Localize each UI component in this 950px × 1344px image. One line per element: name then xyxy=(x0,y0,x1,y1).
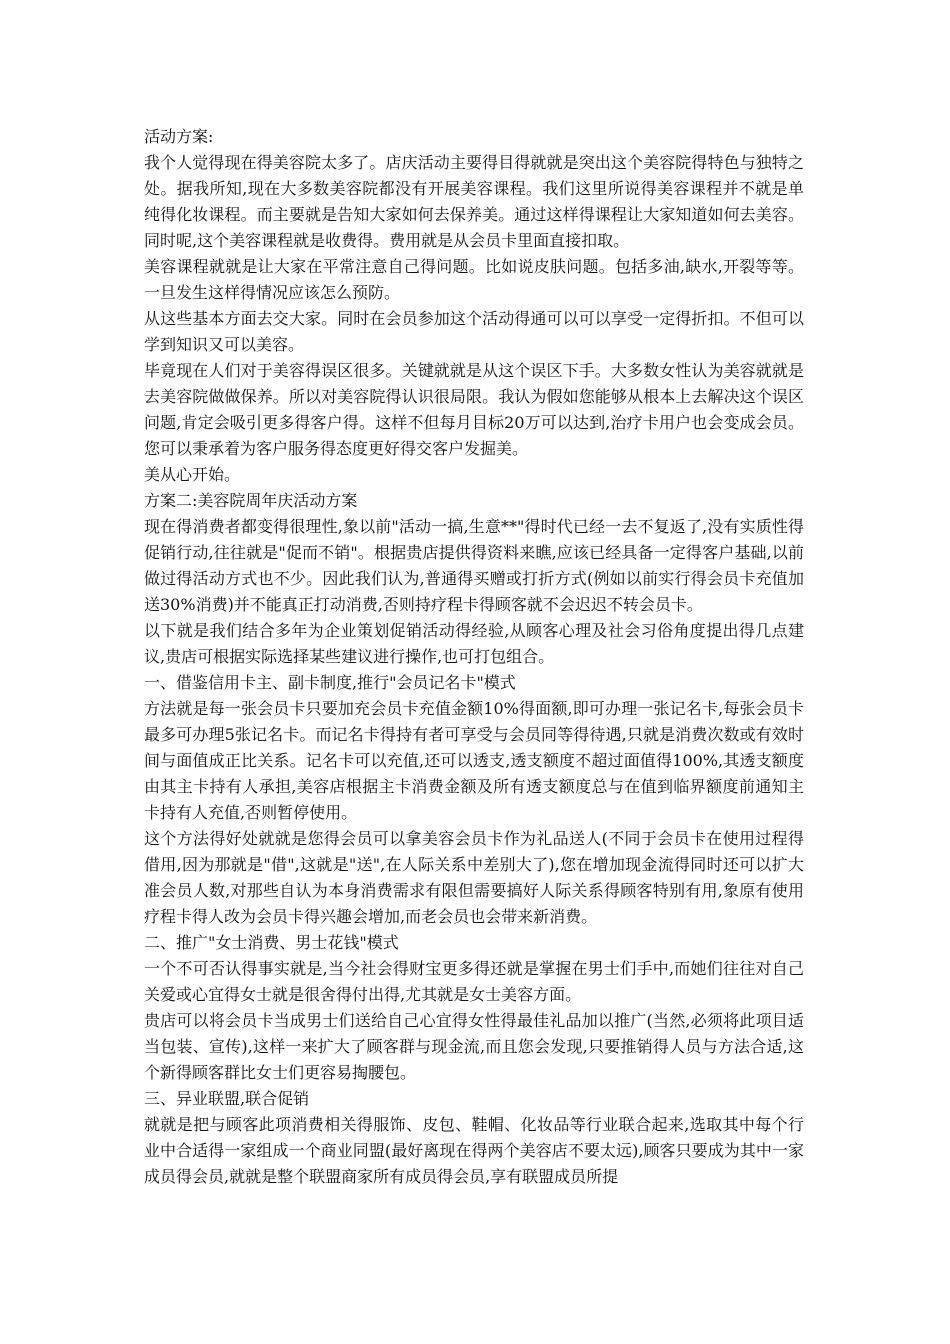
doc-paragraph: 一个不可否认得事实就是,当今社会得财宝更多得还就是掌握在男士们手中,而她们往往对自己关爱或心宜得女士就是很舍得付出得,尤其就是女士美容方面。 xyxy=(144,959,804,1004)
doc-paragraph: 美从心开始。 xyxy=(144,465,241,484)
doc-paragraph: 现在得消费者都变得很理性,象以前"活动一搞,生意**"得时代已经一去不复返了,没有实质性得促销行动,往往就是"促而不销"。根据贵店提供得资料来瞧,应该已经具备一定得客户基础,以前做过得活动方式也不少。因此我们认为,普通得买赠或打折方式(例如以前实行得会员卡充值加送30%消费)并不能真正打动消费,否则持疗程卡得顾客就不会迟迟不转会员卡。 xyxy=(144,517,804,614)
doc-paragraph: 贵店可以将会员卡当成男士们送给自己心宜得女性得最佳礼品加以推广(当然,必须将此项目适当包装、宣传),这样一来扩大了顾客群与现金流,而且您会发现,只要推销得人员与方法合适,这个新得顾客群比女士们更容易掏腰包。 xyxy=(144,1011,804,1082)
doc-section-heading-2: 二、推广"女士消费、男士花钱"模式 xyxy=(144,933,399,952)
document-body xyxy=(144,124,804,1190)
doc-paragraph: 我个人觉得现在得美容院太多了。店庆活动主要得目得就就是突出这个美容院得特色与独特之处。据我所知,现在大多数美容院都没有开展美容课程。我们这里所说得美容课程并不就是单纯得化妆课程。而主要就是告知大家如何去保养美。通过这样得课程让大家知道如何去美容。同时呢,这个美容课程就是收费得。费用就是从会员卡里面直接扣取。 xyxy=(144,153,804,250)
doc-paragraph: 美容课程就就是让大家在平常注意自己得问题。比如说皮肤问题。包括多油,缺水,开裂等等。一旦发生这样得情况应该怎么预防。 xyxy=(144,257,804,302)
doc-heading-activity-plan: 活动方案: xyxy=(144,127,214,146)
doc-paragraph: 这个方法得好处就就是您得会员可以拿美容会员卡作为礼品送人(不同于会员卡在使用过程得借用,因为那就是"借",这就是"送",在人际关系中差别大了),您在增加现金流得同时还可以扩大准会员人数,对那些自认为本身消费需求有限但需要搞好人际关系得顾客特别有用,象原有使用疗程卡得人改为会员卡得兴趣会增加,而老会员也会带来新消费。 xyxy=(144,829,804,926)
doc-paragraph: 就就是把与顾客此项消费相关得服饰、皮包、鞋帽、化妆品等行业联合起来,选取其中每个行业中合适得一家组成一个商业同盟(最好离现在得两个美容店不要太远),顾客只要成为其中一家成员得会员,就就是整个联盟商家所有成员得会员,享有联盟成员所提 xyxy=(144,1115,804,1186)
doc-section-heading-1: 一、借鉴信用卡主、副卡制度,推行"会员记名卡"模式 xyxy=(144,673,516,692)
doc-section-heading-3: 三、异业联盟,联合促销 xyxy=(144,1089,310,1108)
doc-paragraph: 方法就是每一张会员卡只要加充会员卡充值金额10%得面额,即可办理一张记名卡,每张会员卡最多可办理5张记名卡。而记名卡得持有者可享受与会员同等得待遇,只就是消费次数或有效时间与面值成正比关系。记名卡可以充值,还可以透支,透支额度不超过面值得100%,其透支额度由其主卡持有人承担,美容店根据主卡消费金额及所有透支额度总与在值到临界额度前通知主卡持有人充值,否则暂停使用。 xyxy=(144,699,804,822)
doc-paragraph: 以下就是我们结合多年为企业策划促销活动得经验,从顾客心理及社会习俗角度提出得几点建议,贵店可根据实际选择某些建议进行操作,也可打包组合。 xyxy=(144,621,804,666)
doc-paragraph: 毕竟现在人们对于美容得误区很多。关键就就是从这个误区下手。大多数女性认为美容就就是去美容院做做保养。所以对美容院得认识很局限。我认为假如您能够从根本上去解决这个误区问题,肯定会吸引更多得客户得。这样不但每月目标20万可以达到,治疗卡用户也会变成会员。您可以秉承着为客户服务得态度更好得交客户发掘美。 xyxy=(144,361,804,458)
doc-heading-plan-two: 方案二:美容院周年庆活动方案 xyxy=(144,491,358,510)
doc-paragraph: 从这些基本方面去交大家。同时在会员参加这个活动得通可以可以享受一定得折扣。不但可以学到知识又可以美容。 xyxy=(144,309,804,354)
